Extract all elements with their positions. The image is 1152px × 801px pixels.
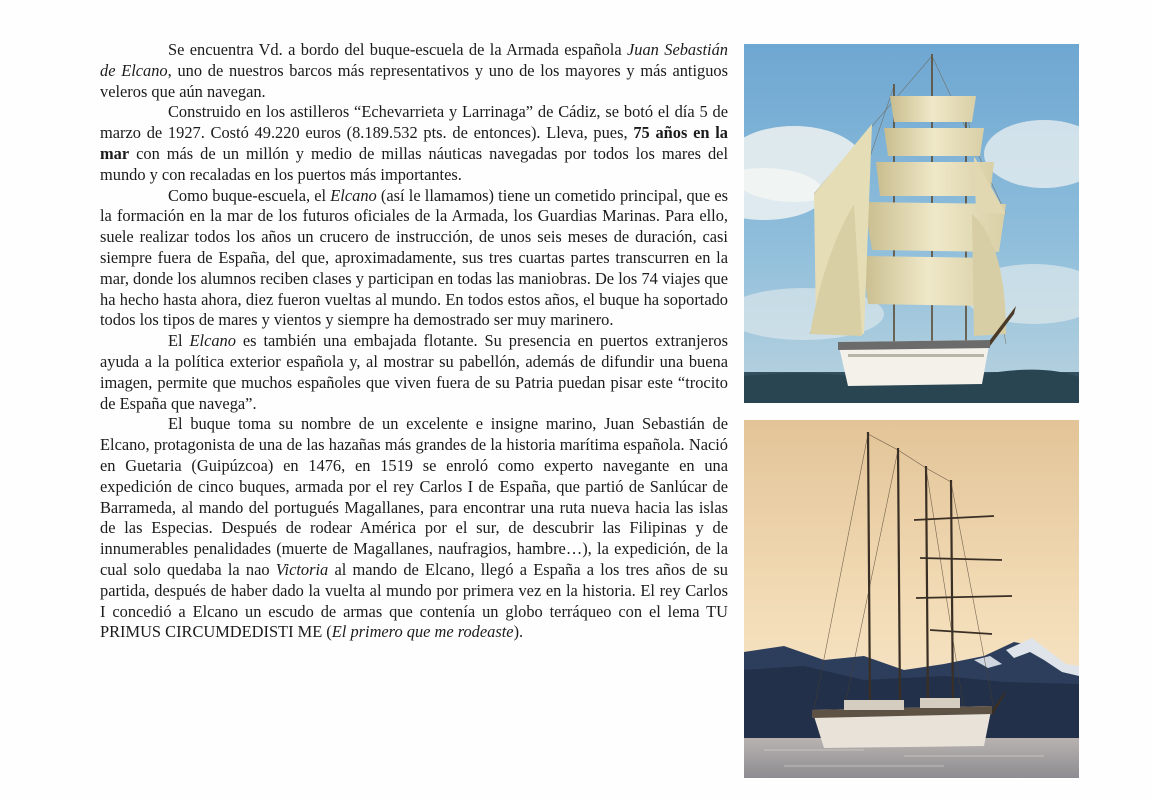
ship-name: Juan Sebastián de Elcano bbox=[100, 40, 728, 80]
text-run: Como buque-escuela, el bbox=[168, 185, 331, 205]
text-run: al mando de Elcano, llegó a España a los tres años de su partida, después de haber dado la vuelta al mundo por primera vez en la historia. El rey Carlos I concedió a Elcano un escudo de armas que contenía un globo terráqueo con el lema TU PRIMUS CIRCUMDEDISTI ME ( bbox=[100, 559, 728, 642]
text-run: Se encuentra Vd. a bordo del buque-escuela de la Armada española bbox=[168, 40, 627, 59]
ship-short-name: Elcano bbox=[330, 185, 377, 205]
article-text bbox=[100, 40, 728, 643]
paragraph-history bbox=[100, 414, 728, 643]
text-run: con más de un millón y medio de millas náuticas navegadas por todos los mares del mundo y con recaladas en los puertos más importantes. bbox=[100, 143, 728, 184]
ship-under-sail-illustration bbox=[744, 44, 1079, 403]
paragraph-training bbox=[100, 186, 728, 332]
paragraph-construction bbox=[100, 102, 728, 185]
text-run: (así le llamamos) tiene un cometido principal, que es la formación en la mar de los futuros oficiales de la Armada, los Guardias Marinas. Para ello, suele realizar todos los años un crucero de instrucción, de unos seis meses de duración, casi siempre fuera de España, del que, aproximadamente, sus tres cuartas partes transcurren en la mar, donde los alumnos reciben clases y participan en todas las maniobras. De los 74 viajes que ha hecho hasta ahora, diez fueron vueltas al mundo. En todos estos años, el buque ha soportado todos los tipos de mares y vientos y siempre ha demostrado ser muy marinero. bbox=[100, 185, 728, 330]
ship-in-fjord-illustration bbox=[744, 420, 1079, 778]
text-run: es también una embajada flotante. Su presencia en puertos extranjeros ayuda a la política exterior española y, al mostrar su pabellón, además de difundir una buena imagen, permite que muchos españoles que viven fuera de su Patria puedan pisar este “trocito de España que navega”. bbox=[100, 331, 728, 413]
text-run: El buque toma su nombre de un excelente e insigne marino, Juan Sebastián de Elcano, protagonista de una de las hazañas más grandes de la historia marítima española. Nació en Guetaria (Guipúzcoa) en 1476, en 1519 se enroló como experto navegante en una expedición de cinco buques, armada por el rey Carlos I de España, que partió de Sanlúcar de Barrameda, al mando del portugués Magallanes, para encontrar una ruta nueva hacia las islas de las Especias. Después de rodear América por el sur, de descubrir las Filipinas y de innumerables penalidades (muerte de Magallanes, naufragios, hambre…), la expedición, de la cual solo quedaba la nao bbox=[100, 414, 728, 579]
ship-short-name: Elcano bbox=[189, 331, 236, 351]
highlight-years: 75 años en la mar bbox=[100, 123, 728, 163]
text-run: ). bbox=[513, 622, 524, 642]
nao-name: Victoria bbox=[275, 559, 329, 579]
text-run: El bbox=[168, 331, 190, 351]
paragraph-embassy bbox=[100, 331, 728, 414]
text-run: Construido en los astilleros “Echevarrieta y Larrinaga” de Cádiz, se botó el día 5 de marzo de 1927. Costó 49.220 euros (8.189.532 pts. de entonces). Lleva, pues, bbox=[100, 102, 728, 143]
paragraph-intro bbox=[100, 40, 728, 102]
motto-translation: El primero que me rodeaste bbox=[331, 622, 514, 642]
photo-ship-under-sail bbox=[744, 44, 1079, 403]
text-run: , uno de nuestros barcos más representativos y uno de los mayores y más antiguos veleros que aún navegan. bbox=[100, 60, 728, 101]
photo-ship-in-fjord bbox=[744, 420, 1079, 778]
